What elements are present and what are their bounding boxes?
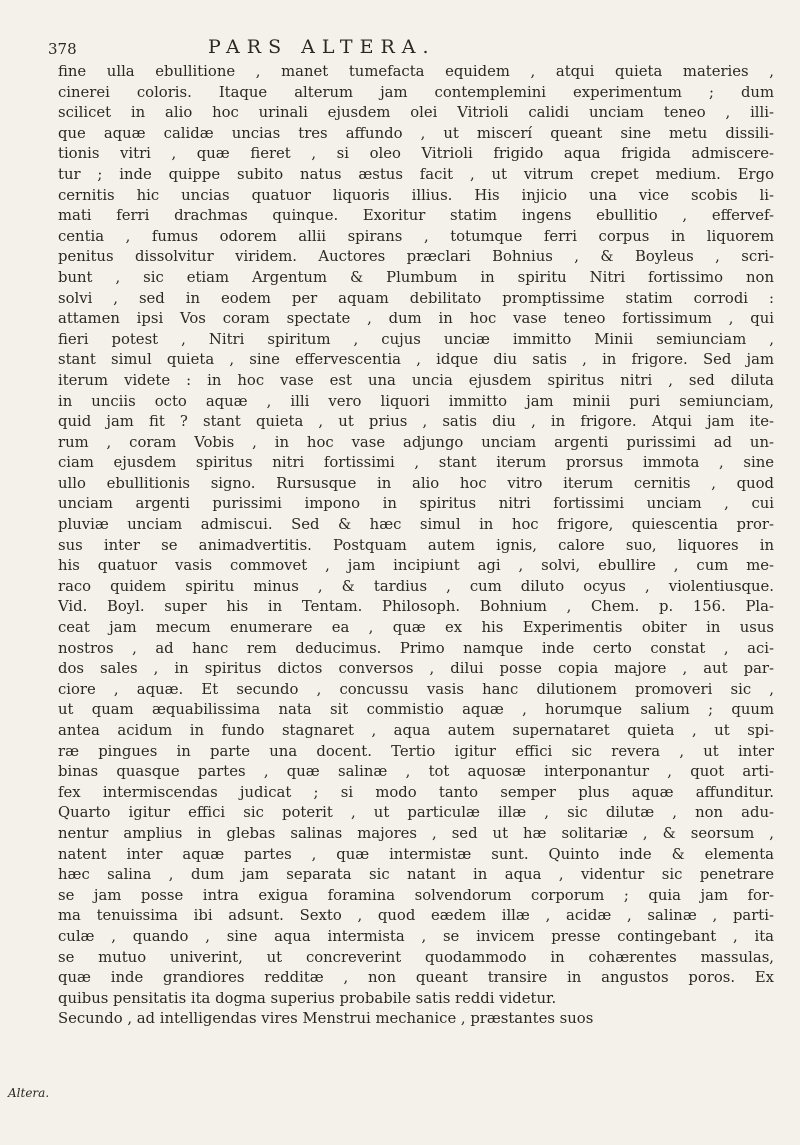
text-line: solvi , sed in eodem per aquam debilitato promptissime statim corrodi :	[58, 289, 774, 307]
text-line: quid jam fit ? stant quieta , ut prius , satis diu , in frigore. Atqui jam ite-	[58, 413, 774, 431]
text-line: nostros , ad hanc rem deducimus. Primo namque inde certo constat , aci-	[58, 639, 774, 657]
text-line: se mutuo univerint, ut concreverint quodammodo in cohærentes massulas,	[58, 948, 774, 966]
text-line: his quatuor vasis commovet , jam incipiunt agi , solvi, ebullire , cum me-	[58, 557, 774, 575]
page-header	[48, 36, 768, 62]
text-line: se jam posse intra exigua foramina solvendorum corporum ; quia jam for-	[58, 886, 774, 904]
text-line: tionis vitri , quæ fieret , si oleo Vitrioli frigido aqua frigida admiscere-	[58, 145, 774, 163]
text-line: binas quasque partes , quæ salinæ , tot aquosæ interponantur , quot arti-	[58, 763, 774, 781]
text-line: quibus pensitatis ita dogma superius probabile satis reddi videtur.	[58, 989, 557, 1007]
body-text	[58, 62, 774, 1030]
text-line: pluviæ unciam admiscui. Sed & hæc simul in hoc frigore, quiescentia pror-	[58, 516, 774, 534]
text-line: stant simul quieta , sine effervescentia , idque diu satis , in frigore. Sed jam	[58, 351, 774, 369]
text-line: hæc salina , dum jam separata sic natant in aqua , videntur sic penetrare	[58, 866, 774, 884]
text-line: tur ; inde quippe subito natus æstus facit , ut vitrum crepet medium. Ergo	[58, 165, 774, 183]
text-line: scilicet in alio hoc urinali ejusdem olei Vitrioli calidi unciam teneo , illi-	[58, 104, 774, 122]
text-line: ut quam æquabilissima nata sit commistio aquæ , horumque salium ; quum	[58, 701, 774, 719]
text-line: fieri potest , Nitri spiritum , cujus unciæ immitto Minii semiunciam ,	[58, 330, 774, 348]
text-line: antea acidum in fundo stagnaret , aqua autem supernataret quieta , ut spi-	[58, 722, 774, 739]
text-line: bunt , sic etiam Argentum & Plumbum in spiritu Nitri fortissimo non	[58, 268, 774, 286]
text-line: attamen ipsi Vos coram spectate , dum in hoc vase teneo fortissimum , qui	[58, 310, 774, 328]
text-line: que aquæ calidæ uncias tres affundo , ut miscerí queant sine metu dissili-	[58, 124, 774, 142]
text-line: raco quidem spiritu minus , & tardius , cum diluto ocyus , violentiusque.	[58, 577, 774, 595]
text-line: rum , coram Vobis , in hoc vase adjungo unciam argenti purissimi ad un-	[58, 433, 774, 451]
text-line: ullo ebullitionis signo. Rursusque in alio hoc vitro iterum cernitis , quod	[58, 474, 774, 492]
text-line: dos sales , in spiritus dictos conversos , dilui posse copia majore , aut par-	[58, 660, 774, 678]
margin-note: Altera.	[8, 1086, 50, 1100]
text-line: culæ , quando , sine aqua intermista , se invicem presse contingebant , ita	[58, 927, 774, 945]
text-line: cernitis hic uncias quatuor liquoris illius. His injicio una vice scobis li-	[58, 186, 774, 204]
text-line: ma tenuissima ibi adsunt. Sexto , quod eædem illæ , acidæ , salinæ , parti-	[58, 907, 774, 925]
text-line: penitus dissolvitur viridem. Auctores præclari Bohnius , & Boyleus , scri-	[58, 248, 774, 266]
text-line: nentur amplius in glebas salinas majores , sed ut hæ solitariæ , & seorsum ,	[58, 824, 774, 842]
text-line: sus inter se animadvertitis. Postquam autem ignis, calore suo, liquores in	[58, 536, 774, 554]
text-line: Quarto igitur effici sic poterit , ut particulæ illæ , sic dilutæ , non adu-	[58, 804, 774, 822]
text-line: cinerei coloris. Itaque alterum jam contemplemini experimentum ; dum	[58, 83, 774, 101]
text-line: in unciis octo aquæ , illi vero liquori immitto jam minii puri semiunciam,	[58, 392, 774, 410]
text-line: iterum videte : in hoc vase est una uncia ejusdem spiritus nitri , sed diluta	[58, 371, 774, 389]
text-line: ciam ejusdem spiritus nitri fortissimi , stant iterum prorsus immota , sine	[58, 454, 774, 472]
text-line: ceat jam mecum enumerare ea , quæ ex his Experimentis obiter in usus	[58, 619, 774, 637]
text-line: quæ inde grandiores redditæ , non queant transire in angustos poros. Ex	[58, 969, 774, 987]
text-line: fex intermiscendas judicat ; si modo tanto semper plus aquæ affunditur.	[58, 783, 774, 801]
text-line: fine ulla ebullitione , manet tumefacta equidem , atqui quieta materies ,	[58, 63, 774, 80]
text-line: centia , fumus odorem allii spirans , totumque ferri corpus in liquorem	[58, 227, 774, 245]
text-line: Secundo , ad intelligendas vires Menstrui mechanice , præstantes suos	[58, 1010, 594, 1028]
text-line: Vid. Boyl. super his in Tentam. Philosoph. Bohnium , Chem. p. 156. Pla-	[58, 598, 774, 616]
text-line: natent inter aquæ partes , quæ intermistæ sunt. Quinto inde & elementa	[58, 845, 774, 863]
running-head: PARS ALTERA.	[208, 36, 436, 58]
text-line: ræ pingues in parte una docent. Tertio igitur effici sic revera , ut inter	[58, 742, 774, 760]
page-number: 378	[48, 40, 77, 58]
text-line: mati ferri drachmas quinque. Exoritur statim ingens ebullitio , effervef-	[58, 207, 774, 225]
text-line: unciam argenti purissimi impono in spiritus nitri fortissimi unciam , cui	[58, 495, 774, 513]
text-line: ciore , aquæ. Et secundo , concussu vasis hanc dilutionem promoveri sic ,	[58, 680, 774, 698]
